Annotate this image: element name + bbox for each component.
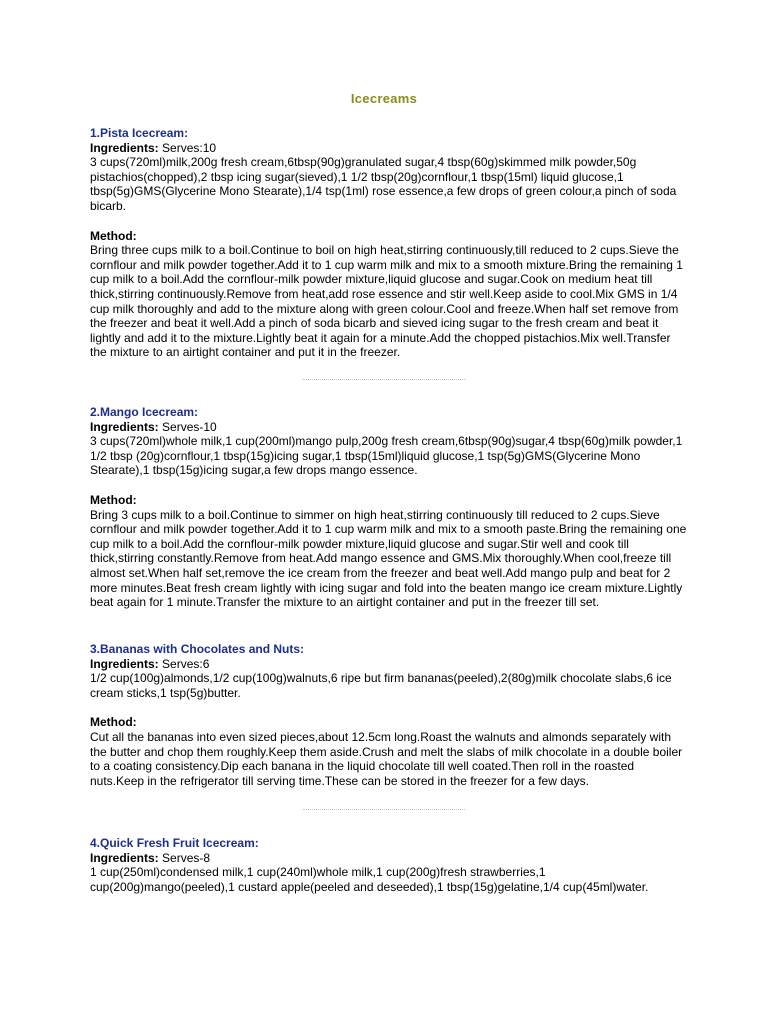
recipe-pista <box>90 126 690 360</box>
serves-text: Serves:6 <box>162 656 210 671</box>
ingredients-line <box>90 851 690 866</box>
recipe-title: 3.Bananas with Chocolates and Nuts: <box>90 642 305 656</box>
recipe-fresh-fruit <box>90 836 690 894</box>
ingredients-line <box>90 657 690 672</box>
serves-text: Serves:10 <box>162 140 217 155</box>
ingredients-text: 1/2 cup(100g)almonds,1/2 cup(100g)walnuts,6 ripe but firm bananas(peeled),2(80g)milk chocolate slabs,6 ice cream sticks,1 tsp(5g)butter. <box>90 671 672 700</box>
section-divider <box>303 809 465 810</box>
method-text: Cut all the bananas into even sized pieces,about 12.5cm long.Roast the walnuts and almonds separately with the butter and chop them roughly.Keep them aside.Crush and melt the slabs of milk chocolate in a double boiler to a coating consistency.Dip each banana in the liquid chocolate till well coated.Then roll in the roasted nuts.Keep in the refrigerator till serving time.These can be stored in the freezer for a few days. <box>90 729 683 788</box>
ingredients-line <box>90 420 690 435</box>
method-text: Bring 3 cups milk to a boil.Continue to simmer on high heat,stirring continuously till reduced to 2 cups.Sieve cornflour and milk powder together.Add it to 1 cup warm milk and mix to a smooth paste.Bring the remaining one cup milk to a boil.Add the cornflour-milk powder mixture,liquid glucose and sugar.Stir well and cook till thick,stirring constantly.Remove from heat.Add mango essence and GMS.Mix thoroughly.When cool,freeze till almost set.When half set,remove the ice cream from the freezer and beat well.Add mango pulp and beat for 2 more minutes.Beat fresh cream lightly with icing sugar and fold into the beaten mango ice cream mixture.Lightly beat again for 1 minute.Transfer the mixture to an airtight container and put in the freezer till set. <box>90 507 687 610</box>
ingredients-line <box>90 141 690 156</box>
recipe-title: 1.Pista Icecream: <box>90 126 189 140</box>
recipe-bananas <box>90 642 690 788</box>
recipe-title: 4.Quick Fresh Fruit Icecream: <box>90 836 259 850</box>
ingredients-label: Ingredients: <box>90 850 159 865</box>
recipe-mango <box>90 405 690 610</box>
page-title: Icecreams <box>350 91 418 106</box>
method-label: Method: <box>90 715 137 730</box>
ingredients-text: 3 cups(720ml)whole milk,1 cup(200ml)mango pulp,200g fresh cream,6tbsp(90g)sugar,4 tbsp(60g)milk powder,1 1/2 tbsp (20g)cornflour,1 tbsp(15g)icing sugar,1 tbsp(15ml)liquid glucose,1 tsp(5g)GMS(Glycerine Mono Stearate),1 tbsp(15g)icing sugar,a few drops mango essence. <box>90 434 683 478</box>
ingredients-text: 1 cup(250ml)condensed milk,1 cup(240ml)whole milk,1 cup(200g)fresh strawberries,1 cup(200g)mango(peeled),1 custard apple(peeled and deseeded),1 tbsp(15g)gelatine,1/4 cup(45ml)water. <box>90 865 649 894</box>
section-divider <box>303 379 465 380</box>
method-label: Method: <box>90 228 137 243</box>
serves-text: Serves-8 <box>162 850 211 865</box>
serves-text: Serves-10 <box>162 419 217 434</box>
ingredients-text: 3 cups(720ml)milk,200g fresh cream,6tbsp(90g)granulated sugar,4 tbsp(60g)skimmed milk powder,50g pistachios(chopped),2 tbsp icing sugar(sieved),1 1/2 tbsp(20g)cornflour,1 tbsp(15ml) liquid glucose,1 tbsp(5g)GMS(Glycerine Mono Stearate),1/4 tsp(1ml) rose essence,a few drops of green colour,a pinch of soda bicarb. <box>90 155 677 213</box>
recipe-title: 2.Mango Icecream: <box>90 405 199 419</box>
ingredients-label: Ingredients: <box>90 419 159 434</box>
method-label: Method: <box>90 492 137 507</box>
ingredients-label: Ingredients: <box>90 140 159 155</box>
method-text: Bring three cups milk to a boil.Continue to boil on high heat,stirring continuously,till reduced to 2 cups.Sieve the cornflour and milk powder together.Add it to 1 cup warm milk and mix to a smooth mixture.Bring the remaining 1 cup milk to a boil.Add the cornflour-milk powder mixture,liquid glucose and sugar.Cook on medium heat till thick,stirring continuously.Remove from heat,add rose essence and stir well.Keep aside to cool.Mix GMS in 1/4 cup milk thoroughly and add to the mixture along with green colour.Cool and freeze.When half set remove from the freezer and beat it well.Add a pinch of soda bicarb and sieved icing sugar to the fresh cream and beat it lightly and add it to the mixture.Lightly beat it again for a minute.Add the chopped pistachios.Mix well.Transfer the mixture to an airtight container and put it in the freezer. <box>90 243 683 360</box>
ingredients-label: Ingredients: <box>90 656 159 671</box>
